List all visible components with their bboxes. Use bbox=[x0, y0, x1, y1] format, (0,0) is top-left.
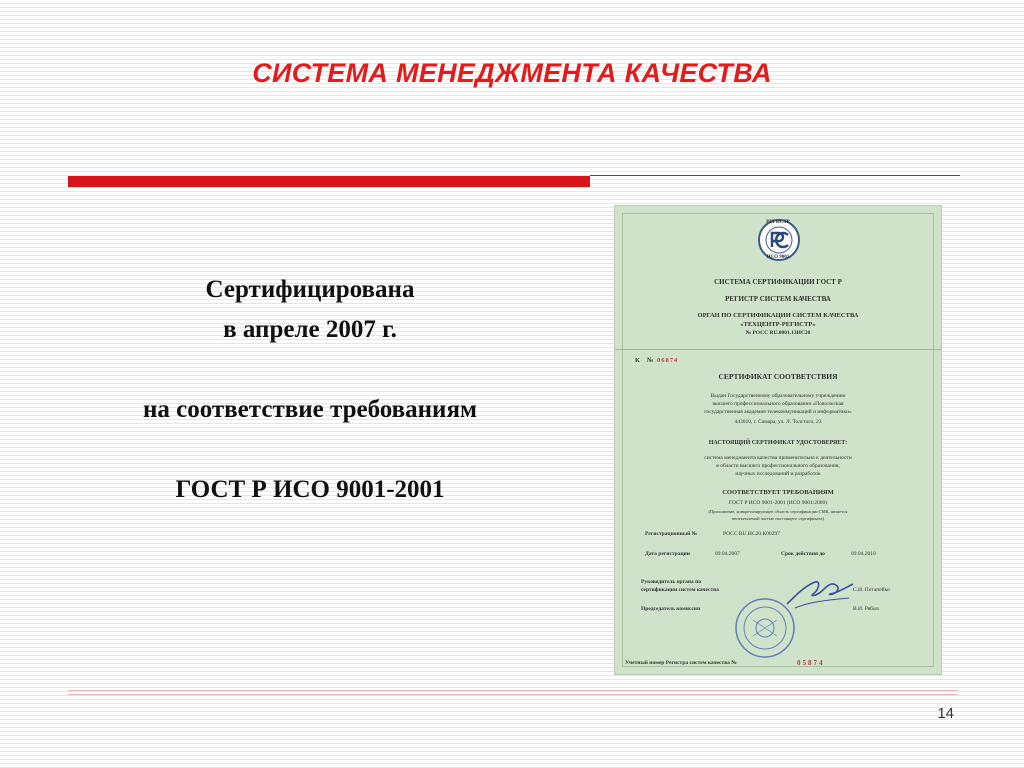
cert-scope-line2: в области высшего профессионального образования, bbox=[716, 463, 840, 469]
cert-complies: СООТВЕТСТВУЕТ ТРЕБОВАНИЯМ bbox=[722, 489, 834, 496]
cert-date-label: Дата регистрации bbox=[645, 551, 690, 557]
logo-text-bottom: ИСО 9001 bbox=[766, 255, 790, 260]
page-number: 14 bbox=[937, 705, 954, 722]
cert-head-name: С.И. Потапейко bbox=[853, 587, 890, 593]
body-line-requirements: на соответствие требованиям bbox=[142, 396, 477, 423]
body-line-certified: Сертифицирована bbox=[205, 276, 415, 303]
cert-divider bbox=[615, 349, 941, 350]
cert-chair-label: Председатель комиссии bbox=[641, 606, 701, 612]
cert-issued-line1: Выдан Государственному образовательному учреждению bbox=[710, 393, 846, 399]
cert-k-label: К bbox=[635, 357, 640, 364]
cert-head-line2: сертификации систем качества bbox=[641, 587, 719, 593]
cert-date-value: 09.04.2007 bbox=[715, 551, 740, 557]
cert-chair-name: В.И. Рябых bbox=[853, 606, 880, 612]
cert-organ-line3: № РОСС RU.0001.13ИС20 bbox=[745, 330, 811, 336]
footer-divider-2 bbox=[68, 694, 958, 695]
cert-standard: ГОСТ Р ИСО 9001-2001 (ИСО 9001:2000) bbox=[728, 500, 828, 506]
body-line-standard: ГОСТ Р ИСО 9001-2001 bbox=[175, 476, 445, 503]
cert-registry: РЕГИСТР СИСТЕМ КАЧЕСТВА bbox=[725, 295, 831, 303]
cert-scope-line1: система менеджмента качества применительно к деятельности bbox=[704, 455, 852, 461]
cert-issued-line3: государственная академия телекоммуникаций и информатики» bbox=[704, 409, 852, 415]
certificate-image bbox=[614, 205, 942, 675]
cert-account-number: 05874 bbox=[797, 659, 825, 667]
cert-k-prefix: № bbox=[647, 357, 654, 364]
cert-valid-value: 09.04.2010 bbox=[851, 551, 876, 557]
slide-title: СИСТЕМА МЕНЕДЖМЕНТА КАЧЕСТВА bbox=[252, 58, 772, 88]
cert-scope-line3: научных исследований и разработок bbox=[735, 471, 821, 477]
cert-valid-label: Срок действия до bbox=[781, 551, 825, 557]
cert-appendix-line2: неотъемлемой частью настоящего сертификата) bbox=[732, 516, 824, 521]
cert-appendix-line1: (Приложение, конкретизирующее область сертификации СМК, является bbox=[708, 509, 848, 514]
cert-system: СИСТЕМА СЕРТИФИКАЦИИ ГОСТ Р bbox=[714, 278, 842, 286]
cert-reg-label: Регистрационный № bbox=[645, 531, 698, 537]
cert-reg-value: РОСС RU.ИС20.К00297 bbox=[723, 531, 780, 537]
cert-head-line1: Руководитель органа по bbox=[641, 579, 702, 585]
title-underline-thin bbox=[590, 175, 960, 176]
footer-divider-1 bbox=[68, 690, 958, 691]
cert-organ-line2: «ТЕХЦЕНТР-РЕГИСТР» bbox=[740, 321, 816, 328]
signature-icon bbox=[783, 572, 855, 612]
logo-text-top: РЕГИСТР bbox=[766, 220, 790, 225]
cert-certifies: НАСТОЯЩИЙ СЕРТИФИКАТ УДОСТОВЕРЯЕТ: bbox=[708, 440, 848, 446]
cert-title: СЕРТИФИКАТ СООТВЕТСТВИЯ bbox=[718, 372, 838, 381]
cert-account-label: Учетный номер Регистра систем качества № bbox=[625, 660, 737, 666]
cert-issued-line4: 443010, г. Самара, ул. Л. Толстого, 23 bbox=[734, 419, 822, 425]
cert-k-number: 06874 bbox=[657, 357, 679, 364]
body-line-date: в апреле 2007 г. bbox=[223, 316, 397, 343]
title-underline-bar bbox=[68, 176, 590, 187]
cert-issued-line2: высшего профессионального образования «Поволжская bbox=[712, 401, 844, 407]
cert-organ-line1: ОРГАН ПО СЕРТИФИКАЦИИ СИСТЕМ КАЧЕСТВА bbox=[697, 312, 859, 319]
